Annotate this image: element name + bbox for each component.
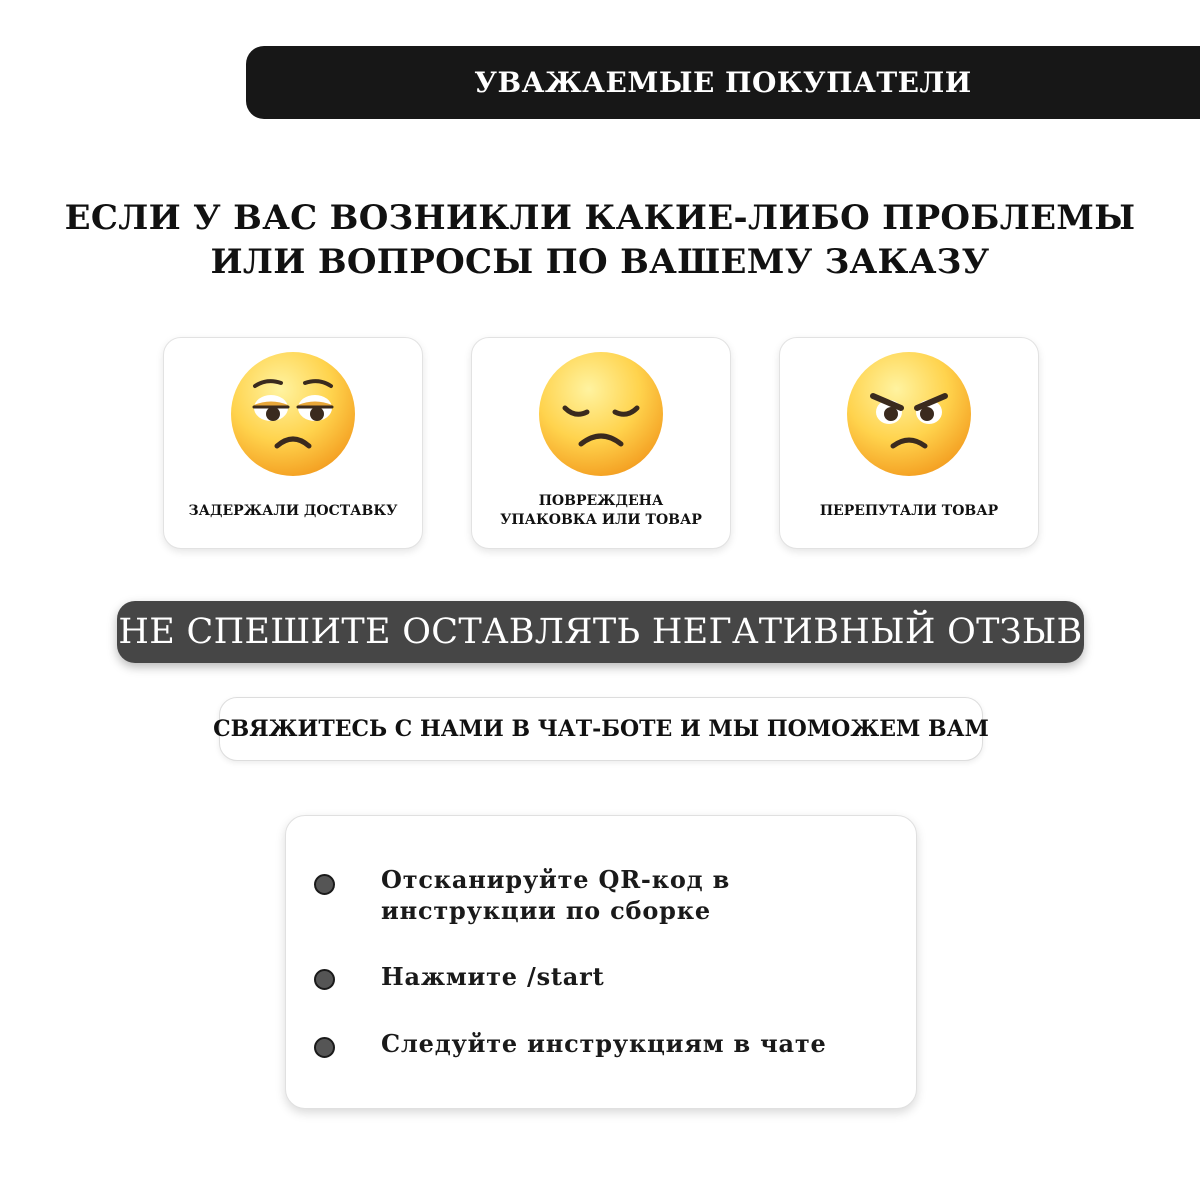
problem-label [480, 488, 722, 534]
header-title: УВАЖАЕМЫЕ ПОКУПАТЕЛИ [474, 66, 972, 99]
step-text: Нажмите /start [381, 962, 605, 991]
bullet-icon [314, 969, 335, 990]
problem-card-damaged [471, 337, 731, 549]
angry-face-icon [845, 350, 973, 478]
bullet-icon [314, 874, 335, 895]
sad-face-icon [537, 350, 665, 478]
warning-banner [117, 601, 1084, 663]
header-banner [246, 46, 1200, 119]
headline-line-2: ИЛИ ВОПРОСЫ ПО ВАШЕМУ ЗАКАЗУ [210, 242, 990, 282]
problem-card-delivery [163, 337, 423, 549]
step-text-line-2: инструкции по сборке [381, 896, 711, 925]
problem-label-line-2: УПАКОВКА ИЛИ ТОВАР [500, 512, 702, 528]
step-text-line-1: Отсканируйте QR-код в [381, 865, 731, 894]
problem-label: ЗАДЕРЖАЛИ ДОСТАВКУ [188, 502, 398, 519]
problem-card-wrong-item [779, 337, 1039, 549]
contact-pill [213, 697, 989, 761]
warning-text: НЕ СПЕШИТЕ ОСТАВЛЯТЬ НЕГАТИВНЫЙ ОТЗЫВ [118, 612, 1083, 652]
headline [0, 196, 1200, 284]
steps-box [285, 815, 917, 1109]
problem-label: ПЕРЕПУТАЛИ ТОВАР [819, 502, 999, 519]
step-text: Следуйте инструкциям в чате [381, 1029, 827, 1058]
headline-line-1: ЕСЛИ У ВАС ВОЗНИКЛИ КАКИЕ-ЛИБО ПРОБЛЕМЫ [64, 198, 1136, 238]
contact-text: СВЯЖИТЕСЬ С НАМИ В ЧАТ-БОТЕ И МЫ ПОМОЖЕМ ВАМ [213, 716, 989, 742]
step-text [381, 864, 881, 926]
bullet-icon [314, 1037, 335, 1058]
eye-roll-face-icon [229, 350, 357, 478]
problem-label-line-1: ПОВРЕЖДЕНА [538, 493, 664, 509]
